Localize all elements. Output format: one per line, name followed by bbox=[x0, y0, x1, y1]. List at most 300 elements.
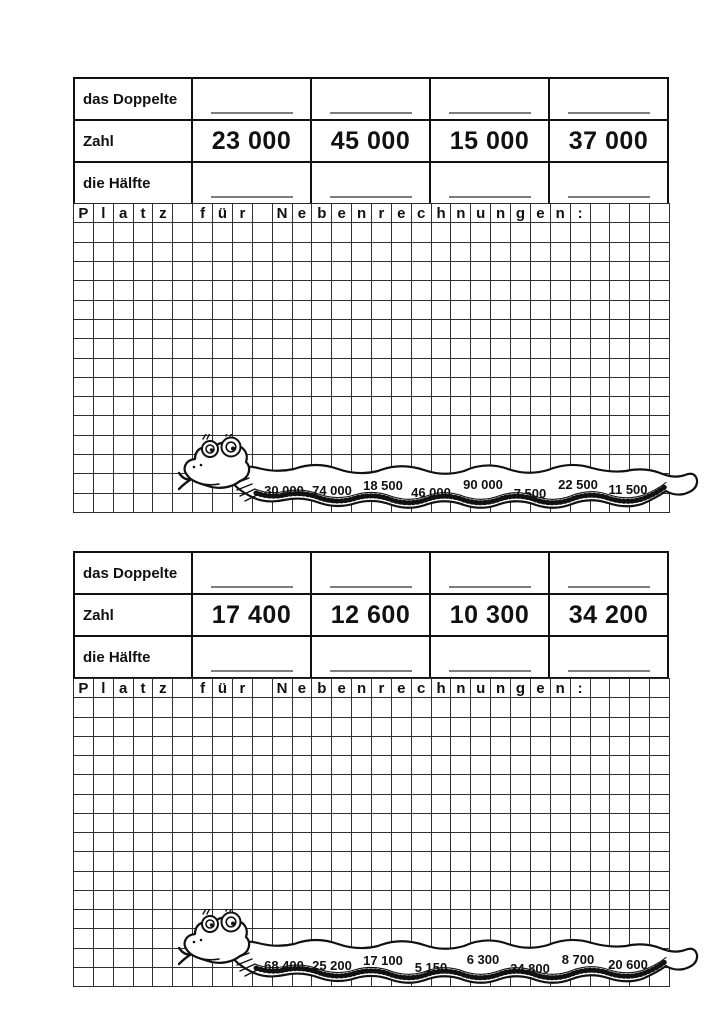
snake-number: 30 000 bbox=[264, 483, 304, 498]
grid-cell bbox=[630, 891, 650, 910]
grid-cell bbox=[273, 718, 293, 737]
grid-cell bbox=[551, 320, 571, 339]
grid-caption-letter-cell: a bbox=[114, 204, 134, 223]
grid-cell bbox=[650, 833, 670, 852]
grid-cell bbox=[153, 949, 173, 968]
grid-cell bbox=[650, 416, 670, 435]
grid-cell bbox=[312, 718, 332, 737]
grid-cell bbox=[531, 718, 551, 737]
grid-cell bbox=[253, 775, 273, 794]
grid-cell bbox=[233, 756, 253, 775]
grid-cell bbox=[193, 698, 213, 717]
grid-cell bbox=[372, 223, 392, 242]
grid-cell bbox=[591, 795, 611, 814]
grid-cell bbox=[213, 833, 233, 852]
grid-cell bbox=[273, 852, 293, 871]
grid-cell bbox=[511, 339, 531, 358]
grid-cell bbox=[293, 833, 313, 852]
grid-cell bbox=[610, 339, 630, 358]
grid-cell bbox=[153, 872, 173, 891]
grid-cell bbox=[352, 359, 372, 378]
grid-cell bbox=[94, 416, 114, 435]
grid-cell bbox=[332, 698, 352, 717]
answer-cell bbox=[430, 162, 549, 204]
answer-cell bbox=[311, 162, 430, 204]
grid-cell bbox=[511, 737, 531, 756]
answer-blank-line bbox=[449, 112, 531, 114]
grid-cell bbox=[432, 223, 452, 242]
grid-cell bbox=[312, 814, 332, 833]
grid-cell bbox=[134, 455, 154, 474]
grid-cell bbox=[253, 320, 273, 339]
grid-cell bbox=[312, 223, 332, 242]
grid-cell bbox=[471, 718, 491, 737]
grid-cell bbox=[392, 852, 412, 871]
grid-cell bbox=[253, 243, 273, 262]
grid-cell bbox=[233, 833, 253, 852]
grid-cell bbox=[153, 474, 173, 493]
grid-cell bbox=[591, 339, 611, 358]
grid-cell bbox=[153, 223, 173, 242]
grid-cell bbox=[74, 301, 94, 320]
grid-cell bbox=[253, 301, 273, 320]
grid-cell bbox=[491, 833, 511, 852]
grid-cell bbox=[531, 775, 551, 794]
grid-cell bbox=[451, 891, 471, 910]
grid-cell bbox=[392, 891, 412, 910]
grid-cell bbox=[114, 494, 134, 513]
grid-cell bbox=[74, 436, 94, 455]
grid-cell bbox=[571, 301, 591, 320]
grid-cell bbox=[332, 891, 352, 910]
answer-cell bbox=[192, 636, 311, 678]
grid-cell bbox=[551, 814, 571, 833]
grid-cell bbox=[591, 891, 611, 910]
grid-cell bbox=[312, 775, 332, 794]
grid-cell bbox=[134, 378, 154, 397]
grid-cell bbox=[94, 795, 114, 814]
grid-caption-letter-cell: r bbox=[233, 679, 253, 698]
grid-cell bbox=[253, 852, 273, 871]
grid-cell bbox=[94, 223, 114, 242]
grid-cell bbox=[531, 814, 551, 833]
grid-cell bbox=[571, 756, 591, 775]
grid-cell bbox=[134, 852, 154, 871]
grid-cell bbox=[153, 262, 173, 281]
table-row bbox=[74, 552, 668, 594]
grid-cell bbox=[94, 929, 114, 948]
grid-cell bbox=[591, 397, 611, 416]
grid-cell bbox=[551, 223, 571, 242]
grid-cell bbox=[332, 301, 352, 320]
grid-cell bbox=[213, 223, 233, 242]
grid-cell bbox=[630, 204, 650, 223]
grid-cell bbox=[412, 737, 432, 756]
grid-caption-letter-cell: n bbox=[491, 204, 511, 223]
grid-cell bbox=[213, 397, 233, 416]
grid-cell bbox=[253, 223, 273, 242]
grid-cell bbox=[233, 262, 253, 281]
grid-cell bbox=[451, 262, 471, 281]
grid-cell bbox=[94, 301, 114, 320]
grid-cell bbox=[173, 891, 193, 910]
grid-cell bbox=[74, 359, 94, 378]
grid-cell bbox=[451, 320, 471, 339]
grid-cell bbox=[74, 737, 94, 756]
grid-cell bbox=[432, 872, 452, 891]
grid-cell bbox=[372, 416, 392, 435]
grid-cell bbox=[74, 756, 94, 775]
grid-cell bbox=[293, 756, 313, 775]
zahl-value: 34 200 bbox=[549, 594, 668, 636]
grid-cell bbox=[213, 795, 233, 814]
grid-cell bbox=[531, 833, 551, 852]
grid-cell bbox=[451, 397, 471, 416]
grid-cell bbox=[571, 223, 591, 242]
grid-cell bbox=[650, 301, 670, 320]
grid-cell bbox=[571, 833, 591, 852]
grid-cell bbox=[94, 775, 114, 794]
grid-cell bbox=[293, 243, 313, 262]
grid-cell bbox=[412, 320, 432, 339]
grid-cell bbox=[114, 718, 134, 737]
grid-cell bbox=[471, 814, 491, 833]
grid-cell bbox=[114, 455, 134, 474]
grid-cell bbox=[293, 872, 313, 891]
grid-cell bbox=[193, 320, 213, 339]
grid-cell bbox=[74, 718, 94, 737]
grid-cell bbox=[392, 737, 412, 756]
grid-cell bbox=[153, 359, 173, 378]
grid-cell bbox=[491, 223, 511, 242]
snake-pupil bbox=[210, 448, 213, 451]
grid-cell bbox=[511, 320, 531, 339]
zahl-value: 23 000 bbox=[192, 120, 311, 162]
grid-cell bbox=[273, 775, 293, 794]
answer-cell bbox=[311, 78, 430, 120]
grid-cell bbox=[193, 795, 213, 814]
grid-cell bbox=[471, 301, 491, 320]
grid-cell bbox=[591, 243, 611, 262]
grid-cell bbox=[332, 795, 352, 814]
grid-cell bbox=[372, 359, 392, 378]
grid-cell bbox=[412, 281, 432, 300]
grid-cell bbox=[471, 320, 491, 339]
grid-cell bbox=[372, 320, 392, 339]
grid-cell bbox=[153, 378, 173, 397]
grid-cell bbox=[213, 262, 233, 281]
grid-cell bbox=[312, 378, 332, 397]
grid-cell bbox=[531, 359, 551, 378]
grid-cell bbox=[233, 320, 253, 339]
grid-caption-letter-cell: n bbox=[551, 679, 571, 698]
grid-cell bbox=[293, 397, 313, 416]
grid-cell bbox=[352, 281, 372, 300]
grid-cell bbox=[94, 910, 114, 929]
grid-cell bbox=[372, 737, 392, 756]
grid-cell bbox=[432, 833, 452, 852]
grid-cell bbox=[551, 718, 571, 737]
answer-blank-line bbox=[449, 670, 531, 672]
snake-number: 18 500 bbox=[363, 478, 403, 493]
grid-cell bbox=[293, 416, 313, 435]
grid-cell bbox=[94, 756, 114, 775]
grid-cell bbox=[193, 737, 213, 756]
grid-cell bbox=[392, 814, 412, 833]
grid-cell bbox=[173, 223, 193, 242]
grid-cell bbox=[153, 397, 173, 416]
zahl-value: 45 000 bbox=[311, 120, 430, 162]
grid-cell bbox=[293, 698, 313, 717]
grid-cell bbox=[114, 968, 134, 987]
grid-cell bbox=[134, 949, 154, 968]
grid-cell bbox=[650, 223, 670, 242]
grid-cell bbox=[173, 737, 193, 756]
answer-blank-line bbox=[211, 670, 293, 672]
row-label-zahl: Zahl bbox=[74, 120, 192, 162]
grid-caption-letter-cell: u bbox=[471, 679, 491, 698]
grid-cell bbox=[233, 223, 253, 242]
snake-number: 22 500 bbox=[558, 477, 598, 492]
grid-caption-letter-cell: n bbox=[491, 679, 511, 698]
grid-cell bbox=[173, 852, 193, 871]
grid-cell bbox=[451, 378, 471, 397]
grid-cell bbox=[571, 397, 591, 416]
grid-cell bbox=[74, 494, 94, 513]
grid-cell bbox=[114, 929, 134, 948]
answer-cell bbox=[430, 78, 549, 120]
grid-cell bbox=[650, 359, 670, 378]
grid-cell bbox=[551, 891, 571, 910]
grid-cell bbox=[173, 301, 193, 320]
grid-cell bbox=[610, 243, 630, 262]
grid-cell bbox=[491, 262, 511, 281]
grid-caption-letter-cell: n bbox=[451, 679, 471, 698]
grid-cell bbox=[630, 262, 650, 281]
grid-cell bbox=[630, 814, 650, 833]
grid-caption-letter-cell: N bbox=[273, 204, 293, 223]
grid-cell bbox=[332, 852, 352, 871]
grid-cell bbox=[471, 378, 491, 397]
grid-cell bbox=[372, 378, 392, 397]
grid-cell bbox=[650, 262, 670, 281]
grid-caption-letter-cell: l bbox=[94, 679, 114, 698]
grid-cell bbox=[432, 852, 452, 871]
grid-cell bbox=[332, 775, 352, 794]
grid-cell bbox=[471, 281, 491, 300]
grid-caption-letter-cell: t bbox=[134, 204, 154, 223]
grid-cell bbox=[392, 281, 412, 300]
grid-cell bbox=[451, 301, 471, 320]
grid-cell bbox=[511, 243, 531, 262]
grid-caption-letter-cell: e bbox=[531, 204, 551, 223]
answer-blank-line bbox=[211, 196, 293, 198]
grid-cell bbox=[74, 775, 94, 794]
grid-cell bbox=[94, 320, 114, 339]
grid-cell bbox=[332, 223, 352, 242]
grid-cell bbox=[213, 814, 233, 833]
grid-cell bbox=[571, 737, 591, 756]
grid-cell bbox=[114, 281, 134, 300]
grid-cell bbox=[610, 698, 630, 717]
grid-cell bbox=[571, 814, 591, 833]
grid-cell bbox=[94, 262, 114, 281]
grid-cell bbox=[352, 718, 372, 737]
grid-cell bbox=[213, 756, 233, 775]
grid-cell bbox=[153, 775, 173, 794]
grid-cell bbox=[451, 833, 471, 852]
grid-cell bbox=[630, 679, 650, 698]
grid-cell bbox=[511, 833, 531, 852]
grid-cell bbox=[571, 378, 591, 397]
grid-caption-letter-cell: : bbox=[571, 679, 591, 698]
grid-cell bbox=[491, 281, 511, 300]
grid-cell bbox=[173, 397, 193, 416]
grid-cell bbox=[372, 795, 392, 814]
grid-cell bbox=[372, 814, 392, 833]
grid-cell bbox=[293, 814, 313, 833]
grid-cell bbox=[312, 359, 332, 378]
grid-cell bbox=[312, 262, 332, 281]
grid-cell bbox=[471, 833, 491, 852]
grid-cell bbox=[610, 359, 630, 378]
grid-cell bbox=[352, 339, 372, 358]
grid-cell bbox=[610, 833, 630, 852]
snake-number: 25 200 bbox=[312, 958, 352, 973]
grid-cell bbox=[392, 397, 412, 416]
grid-caption-letter-cell: n bbox=[451, 204, 471, 223]
grid-cell bbox=[153, 852, 173, 871]
grid-cell bbox=[253, 359, 273, 378]
grid-cell bbox=[352, 891, 372, 910]
snake-pupil bbox=[231, 922, 235, 926]
grid-cell bbox=[372, 397, 392, 416]
grid-cell bbox=[153, 833, 173, 852]
grid-cell bbox=[332, 718, 352, 737]
grid-caption-letter-cell: l bbox=[94, 204, 114, 223]
grid-cell bbox=[74, 223, 94, 242]
grid-cell bbox=[134, 320, 154, 339]
grid-cell bbox=[273, 891, 293, 910]
grid-cell bbox=[591, 378, 611, 397]
grid-cell bbox=[591, 281, 611, 300]
table-row bbox=[74, 78, 668, 120]
grid-cell bbox=[94, 436, 114, 455]
grid-cell bbox=[153, 718, 173, 737]
grid-cell bbox=[392, 775, 412, 794]
grid-cell bbox=[134, 436, 154, 455]
grid-cell bbox=[332, 320, 352, 339]
grid-cell bbox=[213, 301, 233, 320]
grid-cell bbox=[233, 795, 253, 814]
grid-cell bbox=[173, 872, 193, 891]
grid-cell bbox=[610, 281, 630, 300]
grid-cell bbox=[610, 891, 630, 910]
grid-cell bbox=[273, 737, 293, 756]
grid-cell bbox=[74, 416, 94, 435]
grid-cell bbox=[412, 397, 432, 416]
grid-cell bbox=[471, 852, 491, 871]
grid-cell bbox=[610, 378, 630, 397]
grid-cell bbox=[153, 416, 173, 435]
grid-cell bbox=[412, 795, 432, 814]
grid-cell bbox=[491, 814, 511, 833]
grid-cell bbox=[253, 698, 273, 717]
grid-cell bbox=[74, 262, 94, 281]
grid-cell bbox=[153, 494, 173, 513]
grid-cell bbox=[312, 852, 332, 871]
grid-cell bbox=[293, 320, 313, 339]
grid-caption-letter-cell: n bbox=[352, 679, 372, 698]
grid-cell bbox=[392, 378, 412, 397]
grid-cell bbox=[491, 397, 511, 416]
grid-cell bbox=[253, 262, 273, 281]
grid-cell bbox=[233, 378, 253, 397]
grid-cell bbox=[531, 339, 551, 358]
grid-cell bbox=[551, 775, 571, 794]
grid-cell bbox=[571, 698, 591, 717]
grid-cell bbox=[312, 397, 332, 416]
grid-cell bbox=[273, 320, 293, 339]
grid-cell bbox=[571, 339, 591, 358]
grid-cell bbox=[134, 833, 154, 852]
grid-cell bbox=[491, 378, 511, 397]
grid-cell bbox=[114, 262, 134, 281]
grid-cell bbox=[610, 301, 630, 320]
grid-cell bbox=[233, 814, 253, 833]
table-row bbox=[74, 120, 668, 162]
grid-cell bbox=[531, 416, 551, 435]
grid-cell bbox=[114, 775, 134, 794]
grid-cell bbox=[153, 455, 173, 474]
snake-number: 46 000 bbox=[411, 485, 451, 500]
snake-number: 68 400 bbox=[264, 958, 304, 973]
grid-cell bbox=[114, 910, 134, 929]
grid-caption-letter-cell: e bbox=[392, 679, 412, 698]
grid-cell bbox=[491, 756, 511, 775]
zahl-value: 15 000 bbox=[430, 120, 549, 162]
grid-cell bbox=[630, 872, 650, 891]
answer-blank-line bbox=[211, 112, 293, 114]
grid-cell bbox=[233, 698, 253, 717]
grid-cell bbox=[74, 698, 94, 717]
grid-caption-letter-cell: f bbox=[193, 204, 213, 223]
grid-cell bbox=[531, 223, 551, 242]
grid-cell bbox=[372, 698, 392, 717]
grid-cell bbox=[114, 949, 134, 968]
grid-cell bbox=[650, 795, 670, 814]
grid-caption-letter-cell: e bbox=[293, 679, 313, 698]
grid-cell bbox=[352, 756, 372, 775]
grid-cell bbox=[372, 281, 392, 300]
grid-cell bbox=[630, 359, 650, 378]
grid-cell bbox=[432, 243, 452, 262]
grid-cell bbox=[213, 320, 233, 339]
grid-cell bbox=[293, 737, 313, 756]
grid-cell bbox=[134, 756, 154, 775]
grid-cell bbox=[571, 262, 591, 281]
grid-cell bbox=[114, 359, 134, 378]
grid-cell bbox=[630, 243, 650, 262]
grid-cell bbox=[392, 243, 412, 262]
grid-cell bbox=[153, 929, 173, 948]
grid-cell bbox=[273, 301, 293, 320]
grid-caption-letter-cell: t bbox=[134, 679, 154, 698]
grid-cell bbox=[451, 872, 471, 891]
grid-cell bbox=[332, 397, 352, 416]
row-label-zahl: Zahl bbox=[74, 594, 192, 636]
grid-cell bbox=[571, 852, 591, 871]
